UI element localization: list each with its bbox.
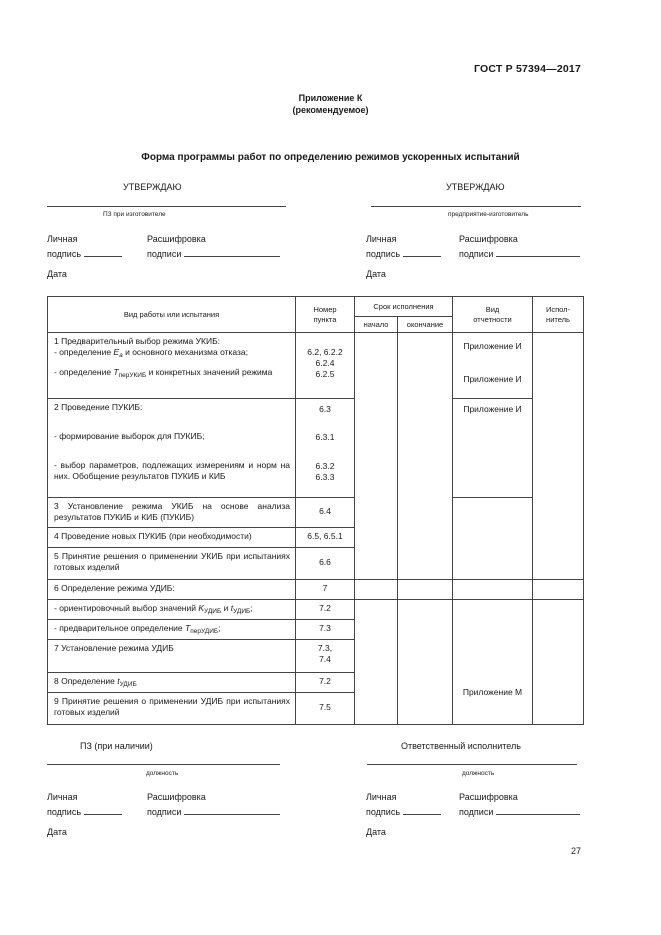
work-program-table bbox=[47, 296, 584, 725]
row-work-cell: 1 Предварительный выбор режима УКИБ: - определение $E_a$ и основного механизма отказа; - определение $T_{перУКИБ}$ и конкретных значений режима bbox=[48, 333, 296, 399]
row-number-cell: 7.3, 7.4 bbox=[296, 640, 355, 673]
bottom-right-line bbox=[367, 764, 577, 765]
signature-blank bbox=[84, 247, 122, 257]
executor-cell bbox=[533, 580, 584, 600]
row-work-cell: 7 Установление режима УДИБ bbox=[48, 640, 296, 673]
bottom-signature-field-right: подпись bbox=[366, 805, 441, 817]
executor-cell bbox=[533, 333, 584, 580]
approve-right-line bbox=[371, 206, 581, 207]
bottom-decoding-label: Расшифровка bbox=[147, 792, 206, 802]
standard-code: ГОСТ Р 57394—2017 bbox=[473, 63, 581, 75]
decoding-blank bbox=[184, 247, 280, 257]
bottom-left-caption: должность bbox=[146, 770, 179, 777]
bottom-right-caption: должность bbox=[462, 770, 495, 777]
bottom-left-title: ПЗ (при наличии) bbox=[80, 741, 153, 751]
bottom-personal-label-right: Личная bbox=[366, 792, 397, 802]
sign-decoding-label: Расшифровка bbox=[147, 234, 206, 244]
decoding-blank bbox=[184, 805, 280, 815]
decoding-blank bbox=[496, 805, 580, 815]
row-number-cell: 6.2, 6.2.2 6.2.4 6.2.5 bbox=[296, 333, 355, 399]
bottom-signature-field: подпись bbox=[47, 805, 122, 817]
sign-signature-field-right: подпись bbox=[366, 247, 441, 259]
sign-date-label: Дата bbox=[47, 269, 67, 279]
sign-decoding-label-right: Расшифровка bbox=[459, 234, 518, 244]
approve-right-title: УТВЕРЖДАЮ bbox=[446, 182, 505, 192]
header-work: Вид работы или испытания bbox=[48, 297, 296, 333]
sign-date-label-right: Дата bbox=[366, 269, 386, 279]
approve-left-line bbox=[47, 206, 286, 207]
table-row bbox=[48, 580, 584, 600]
table-row bbox=[48, 600, 584, 620]
row-report-cell bbox=[453, 580, 533, 600]
appendix-title: Приложение К bbox=[298, 93, 363, 103]
approve-left-title: УТВЕРЖДАЮ bbox=[123, 182, 182, 192]
header-report: Вид отчетности bbox=[453, 297, 533, 333]
row-report-cell: Приложение И bbox=[453, 399, 533, 498]
bottom-date-label: Дата bbox=[47, 827, 67, 837]
row-work-cell: 5 Принятие решения о применении УКИБ при испытаниях готовых изделий bbox=[48, 548, 296, 580]
row-number-cell: 6.4 bbox=[296, 498, 355, 528]
row-work-cell: 6 Определение режима УДИБ: bbox=[48, 580, 296, 600]
start-cell bbox=[355, 580, 398, 600]
bottom-date-label-right: Дата bbox=[366, 827, 386, 837]
bottom-right-title: Ответственный исполнитель bbox=[401, 741, 521, 751]
header-start: начало bbox=[355, 317, 398, 333]
row-report-cell bbox=[453, 498, 533, 580]
start-cell bbox=[355, 333, 398, 580]
row-number-cell: 6.6 bbox=[296, 548, 355, 580]
bottom-decoding-label-right: Расшифровка bbox=[459, 792, 518, 802]
sign-decoding-field-right: подписи bbox=[459, 247, 580, 259]
header-deadline: Срок исполнения bbox=[355, 297, 453, 317]
table-row bbox=[48, 333, 584, 399]
row-number-cell: 7.5 bbox=[296, 693, 355, 725]
row-work-cell: - ориентировочный выбор значений $K_{УДИБ}$ и $t_{УДИБ}$; bbox=[48, 600, 296, 620]
approve-left-caption: ПЗ при изготовителе bbox=[103, 211, 166, 218]
decoding-blank bbox=[496, 247, 580, 257]
row-work-cell: 3 Установление режима УКИБ на основе анализа результатов ПУКИБ и КИБ (ПУКИБ) bbox=[48, 498, 296, 528]
end-cell bbox=[398, 580, 453, 600]
sign-decoding-field: подписи bbox=[147, 247, 280, 259]
sign-personal-label-right: Личная bbox=[366, 234, 397, 244]
row-number-cell: 7 bbox=[296, 580, 355, 600]
row-number-cell: 6.5, 6.5.1 bbox=[296, 528, 355, 548]
executor-cell bbox=[533, 600, 584, 725]
row-work-cell: - предварительное определение $T_{перУДИБ}$; bbox=[48, 620, 296, 640]
bottom-personal-label: Личная bbox=[47, 792, 78, 802]
start-cell bbox=[355, 600, 398, 725]
appendix-subtitle: (рекомендуемое) bbox=[292, 105, 369, 115]
sign-personal-label: Личная bbox=[47, 234, 78, 244]
row-number-cell: 7.2 bbox=[296, 673, 355, 693]
row-report-cell: Приложение М bbox=[453, 600, 533, 725]
end-cell bbox=[398, 600, 453, 725]
form-title: Форма программы работ по определению режимов ускоренных испытаний bbox=[141, 152, 520, 163]
approve-right-caption: предприятие-изготовитель bbox=[448, 211, 529, 218]
header-executor: Испол- нитель bbox=[533, 297, 584, 333]
end-cell bbox=[398, 333, 453, 580]
row-work-cell: 4 Проведение новых ПУКИБ (при необходимости) bbox=[48, 528, 296, 548]
row-number-cell: 7.3 bbox=[296, 620, 355, 640]
signature-blank bbox=[403, 247, 441, 257]
row-report-cell: Приложение И Приложение И bbox=[453, 333, 533, 399]
table-header-row bbox=[48, 297, 584, 317]
row-work-cell: 9 Принятие решения о применении УДИБ при испытаниях готовых изделий bbox=[48, 693, 296, 725]
table-row bbox=[48, 498, 584, 528]
row-number-cell: 7.2 bbox=[296, 600, 355, 620]
page-number: 27 bbox=[570, 846, 581, 856]
row-number-cell: 6.3 6.3.1 6.3.2 6.3.3 bbox=[296, 399, 355, 498]
bottom-left-line bbox=[47, 764, 280, 765]
row-work-cell: 8 Определение $t_{УДИБ}$ bbox=[48, 673, 296, 693]
header-end: окончание bbox=[398, 317, 453, 333]
signature-blank bbox=[84, 805, 122, 815]
signature-blank bbox=[403, 805, 441, 815]
row-work-cell: 2 Проведение ПУКИБ: - формирование выборок для ПУКИБ; - выбор параметров, подлежащих измерениям и норм на них. Обобщение результатов ПУКИБ и КИБ bbox=[48, 399, 296, 498]
header-item-no: Номер пункта bbox=[296, 297, 355, 333]
bottom-decoding-field: подписи bbox=[147, 805, 280, 817]
table-row bbox=[48, 399, 584, 498]
bottom-decoding-field-right: подписи bbox=[459, 805, 580, 817]
sign-signature-field: подпись bbox=[47, 247, 122, 259]
